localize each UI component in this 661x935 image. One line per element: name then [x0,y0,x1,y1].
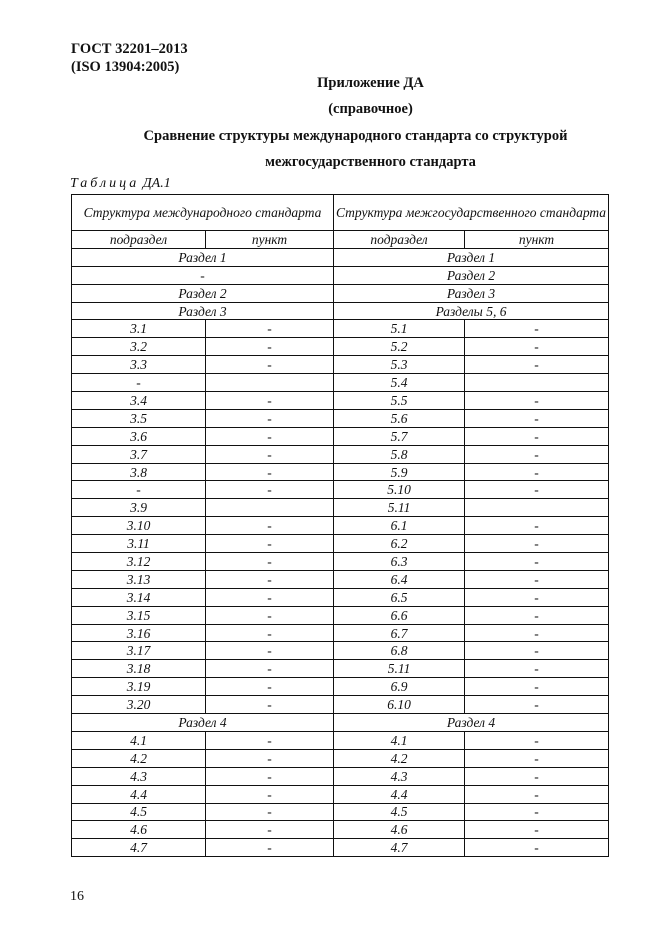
table-cell: 3.11 [72,535,206,553]
sub-header-cell: подраздел [334,231,465,249]
table-row [72,338,609,356]
table-cell: 6.9 [334,678,465,696]
table-row [72,553,609,571]
table-cell: - [206,535,334,553]
table-caption [70,176,171,192]
sub-header-cell: пункт [465,231,609,249]
table-caption-word: Таблица [70,176,140,191]
table-cell: 6.5 [334,588,465,606]
table-cell: - [465,821,609,839]
document-header [71,40,188,76]
table-cell: 6.7 [334,624,465,642]
page-number: 16 [70,889,84,904]
table-cell: - [465,767,609,785]
table-cell: - [72,374,206,392]
table-cell: 5.4 [334,374,465,392]
table-cell: 3.2 [72,338,206,356]
table-cell: 6.6 [334,606,465,624]
table-cell [465,374,609,392]
table-cell: 3.15 [72,606,206,624]
table-cell: - [465,356,609,374]
table-cell: 3.4 [72,392,206,410]
table-row [72,785,609,803]
table-cell: 3.16 [72,624,206,642]
section-row [72,266,609,284]
table-cell: - [465,606,609,624]
table-cell: 4.3 [334,767,465,785]
table-cell: 6.10 [334,696,465,714]
table-cell: 3.6 [72,427,206,445]
table-cell: - [465,553,609,571]
table-row [72,678,609,696]
table-cell: - [206,553,334,571]
section-cell: Раздел 1 [334,248,609,266]
table-cell: - [465,731,609,749]
table-cell: - [465,785,609,803]
table-cell: - [206,409,334,427]
table-cell: - [465,481,609,499]
table-cell: - [206,767,334,785]
table-caption-id: ДА.1 [142,176,171,191]
table-cell: 3.12 [72,553,206,571]
table-cell: - [465,409,609,427]
table-cell: 3.20 [72,696,206,714]
table-row [72,481,609,499]
table-cell: - [206,338,334,356]
table-cell: - [206,320,334,338]
table-row [72,839,609,857]
table-cell: 5.9 [334,463,465,481]
table-cell: - [206,785,334,803]
table-cell: 3.10 [72,517,206,535]
table-cell: 6.8 [334,642,465,660]
table-cell: 3.14 [72,588,206,606]
table-cell: 5.11 [334,660,465,678]
table-cell: 3.7 [72,445,206,463]
table-cell: 5.5 [334,392,465,410]
table-cell: 6.3 [334,553,465,571]
table-row [72,499,609,517]
appendix-heading-line2: межгосударственного стандарта [265,154,476,170]
table-cell: - [465,642,609,660]
table-cell: 4.5 [72,803,206,821]
table-cell: - [206,696,334,714]
table-cell: 3.3 [72,356,206,374]
table-cell: 3.13 [72,570,206,588]
appendix-title: Приложение ДА [317,75,424,91]
table-cell: - [465,445,609,463]
table-cell: - [465,570,609,588]
table-cell: - [465,535,609,553]
table-row [72,356,609,374]
table-cell: - [72,481,206,499]
table-cell: - [206,642,334,660]
table-cell: - [465,803,609,821]
section-cell: Раздел 3 [72,302,334,320]
table-cell: - [206,427,334,445]
table-cell: 4.1 [72,731,206,749]
table-cell: 4.4 [334,785,465,803]
table-row [72,570,609,588]
table-cell: - [206,660,334,678]
group-header-row [72,195,609,231]
table-cell: - [465,517,609,535]
table-cell: 3.9 [72,499,206,517]
table-cell: 4.2 [334,749,465,767]
table-cell: 5.2 [334,338,465,356]
table-row [72,392,609,410]
table-cell: 4.2 [72,749,206,767]
table-row [72,606,609,624]
appendix-heading-line1: Сравнение структуры международного стандарта со структурой [143,128,568,144]
table-row [72,821,609,839]
table-cell: 5.8 [334,445,465,463]
table-cell: 4.4 [72,785,206,803]
table-cell: - [206,445,334,463]
table-row [72,588,609,606]
section-row [72,284,609,302]
section-cell: Раздел 4 [334,714,609,732]
table-cell: 3.1 [72,320,206,338]
section-row [72,248,609,266]
table-cell: 6.1 [334,517,465,535]
table-cell: - [206,678,334,696]
table-cell: - [206,356,334,374]
table-cell: 6.2 [334,535,465,553]
table-row [72,535,609,553]
table-row [72,427,609,445]
table-cell: 4.1 [334,731,465,749]
table-cell: - [206,463,334,481]
table-cell: - [206,749,334,767]
table-cell: - [465,839,609,857]
section-row [72,302,609,320]
table-cell: - [206,731,334,749]
table-row [72,767,609,785]
table-cell: 5.7 [334,427,465,445]
sub-header-row [72,231,609,249]
table-cell: 3.17 [72,642,206,660]
table-cell: - [465,749,609,767]
table-cell: - [465,338,609,356]
table-cell: - [206,839,334,857]
table-cell [206,499,334,517]
table-cell: - [465,427,609,445]
table-cell: - [206,624,334,642]
table-cell: 3.5 [72,409,206,427]
section-cell: Разделы 5, 6 [334,302,609,320]
table-cell: - [206,392,334,410]
appendix-subtitle: (справочное) [328,101,413,117]
table-cell: - [206,588,334,606]
section-cell: Раздел 2 [334,266,609,284]
table-cell: 4.5 [334,803,465,821]
table-cell: 5.6 [334,409,465,427]
table-cell: - [465,588,609,606]
table-cell: - [465,678,609,696]
sub-header-cell: пункт [206,231,334,249]
interstate-structure-header: Структура межгосударственного стандарта [334,195,609,231]
sub-header-cell: подраздел [72,231,206,249]
table-cell: - [465,696,609,714]
table-row [72,463,609,481]
section-row [72,714,609,732]
table-cell: 3.8 [72,463,206,481]
table-cell: - [206,570,334,588]
table-row [72,803,609,821]
section-cell: Раздел 1 [72,248,334,266]
table-cell: - [206,606,334,624]
table-row [72,374,609,392]
table-cell: - [206,517,334,535]
table-cell [206,374,334,392]
table-cell: 4.6 [334,821,465,839]
table-cell: - [465,392,609,410]
table-cell: - [465,624,609,642]
table-cell: 4.7 [334,839,465,857]
table-cell: 5.11 [334,499,465,517]
table-cell: 5.3 [334,356,465,374]
section-cell: - [72,266,334,284]
table-cell [465,499,609,517]
table-cell: - [465,660,609,678]
table-row [72,445,609,463]
section-cell: Раздел 3 [334,284,609,302]
table-cell: - [465,463,609,481]
table-row [72,409,609,427]
table-row [72,517,609,535]
table-row [72,624,609,642]
table-row [72,660,609,678]
table-cell: 4.6 [72,821,206,839]
international-structure-header: Структура международного стандарта [72,195,334,231]
standard-number: ГОСТ 32201–2013 [71,41,188,57]
table-row [72,320,609,338]
table-cell: 4.3 [72,767,206,785]
table-cell: 3.18 [72,660,206,678]
table-cell: 5.10 [334,481,465,499]
table-cell: 6.4 [334,570,465,588]
table-row [72,731,609,749]
table-row [72,642,609,660]
comparison-table [71,194,609,857]
table-cell: - [206,821,334,839]
table-cell: - [465,320,609,338]
iso-reference: (ISO 13904:2005) [71,59,180,75]
section-cell: Раздел 4 [72,714,334,732]
table-cell: 3.19 [72,678,206,696]
table-row [72,749,609,767]
table-cell: 4.7 [72,839,206,857]
section-cell: Раздел 2 [72,284,334,302]
table-cell: - [206,481,334,499]
table-row [72,696,609,714]
table-cell: - [206,803,334,821]
table-cell: 5.1 [334,320,465,338]
